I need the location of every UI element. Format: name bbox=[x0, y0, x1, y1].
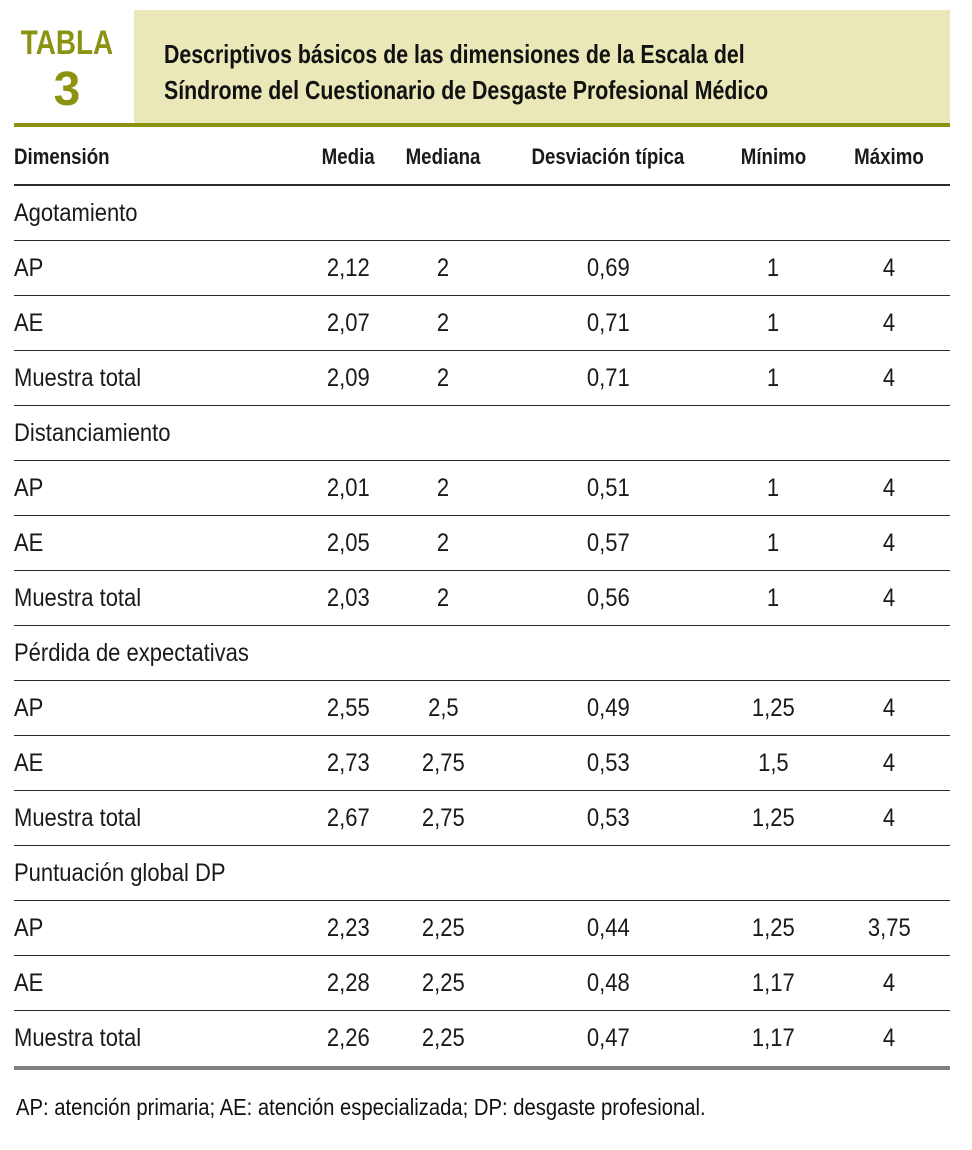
cell-maximo: 4 bbox=[828, 791, 950, 846]
cell-maximo: 4 bbox=[828, 571, 950, 626]
cell-mediana: 2,25 bbox=[421, 1023, 465, 1052]
cell-desviacion: 0,44 bbox=[498, 901, 718, 956]
cell-mediana: 2 bbox=[388, 351, 498, 406]
cell-minimo: 1 bbox=[718, 241, 828, 296]
row-label: AP bbox=[14, 241, 308, 296]
descriptives-table bbox=[14, 130, 950, 1065]
cell-media: 2,05 bbox=[308, 516, 388, 571]
table-row bbox=[14, 571, 950, 626]
cell-mediana: 2 bbox=[388, 461, 498, 516]
cell-maximo: 4 bbox=[828, 241, 950, 296]
table-number: 3 bbox=[53, 63, 81, 116]
table-row bbox=[14, 296, 950, 351]
cell-desviacion: 0,71 bbox=[498, 296, 718, 351]
row-label: Muestra total bbox=[14, 791, 308, 846]
cell-mediana: 2,25 bbox=[388, 901, 498, 956]
cell-minimo: 1 bbox=[718, 296, 828, 351]
group-row bbox=[14, 846, 950, 901]
cell-minimo: 1,25 bbox=[718, 791, 828, 846]
cell-media: 2,73 bbox=[308, 736, 388, 791]
cell-media: 2,26 bbox=[326, 1023, 370, 1052]
group-label: Puntuación global DP bbox=[14, 846, 950, 901]
row-label: AP bbox=[14, 461, 308, 516]
group-label: Pérdida de expectativas bbox=[14, 626, 950, 681]
column-header-media: Media bbox=[308, 130, 388, 185]
cell-maximo: 4 bbox=[828, 461, 950, 516]
cell-mediana: 2,5 bbox=[388, 681, 498, 736]
cell-desviacion: 0,57 bbox=[498, 516, 718, 571]
table-footnote: AP: atención primaria; AE: atención especializada; DP: desgaste profesional. bbox=[16, 1094, 706, 1120]
table-row bbox=[14, 681, 950, 736]
cell-desviacion: 0,69 bbox=[498, 241, 718, 296]
group-label: Distanciamiento bbox=[14, 406, 950, 461]
cell-maximo: 4 bbox=[882, 1023, 896, 1052]
cell-maximo: 4 bbox=[828, 516, 950, 571]
table-row bbox=[14, 1011, 950, 1066]
row-label: AE bbox=[14, 736, 308, 791]
cell-desviacion: 0,49 bbox=[498, 681, 718, 736]
cell-media: 2,12 bbox=[308, 241, 388, 296]
table-row bbox=[14, 791, 950, 846]
cell-maximo: 3,75 bbox=[828, 901, 950, 956]
cell-maximo: 4 bbox=[828, 681, 950, 736]
column-header-mediana: Mediana bbox=[388, 130, 498, 185]
group-row bbox=[14, 406, 950, 461]
row-label: Muestra total bbox=[14, 351, 308, 406]
cell-media: 2,09 bbox=[308, 351, 388, 406]
cell-media: 2,67 bbox=[308, 791, 388, 846]
group-row bbox=[14, 626, 950, 681]
cell-media: 2,03 bbox=[308, 571, 388, 626]
cell-maximo: 4 bbox=[828, 956, 950, 1011]
group-label: Agotamiento bbox=[14, 185, 950, 241]
table-title bbox=[164, 36, 812, 108]
column-header-maximo: Máximo bbox=[828, 130, 950, 185]
header-rule bbox=[14, 123, 950, 127]
column-header-desviacion: Desviación típica bbox=[498, 130, 718, 185]
cell-minimo: 1 bbox=[718, 516, 828, 571]
table-row bbox=[14, 241, 950, 296]
table-header bbox=[0, 10, 950, 123]
cell-mediana: 2 bbox=[388, 571, 498, 626]
cell-media: 2,01 bbox=[308, 461, 388, 516]
table-row bbox=[14, 461, 950, 516]
table-row bbox=[14, 736, 950, 791]
cell-desviacion: 0,56 bbox=[498, 571, 718, 626]
cell-minimo: 1,25 bbox=[718, 681, 828, 736]
column-header-row bbox=[14, 130, 950, 185]
column-header-minimo: Mínimo bbox=[718, 130, 828, 185]
group-row bbox=[14, 185, 950, 241]
cell-maximo: 4 bbox=[828, 296, 950, 351]
row-label: AE bbox=[14, 516, 308, 571]
cell-desviacion: 0,47 bbox=[586, 1023, 630, 1052]
row-label: AE bbox=[14, 296, 308, 351]
cell-mediana: 2 bbox=[388, 516, 498, 571]
row-label: AP bbox=[14, 681, 308, 736]
cell-minimo: 1 bbox=[718, 351, 828, 406]
table-row bbox=[14, 351, 950, 406]
row-label: Muestra total bbox=[14, 1023, 142, 1052]
cell-maximo: 4 bbox=[828, 736, 950, 791]
cell-desviacion: 0,48 bbox=[498, 956, 718, 1011]
table-body bbox=[14, 185, 950, 1065]
cell-media: 2,23 bbox=[308, 901, 388, 956]
cell-media: 2,28 bbox=[308, 956, 388, 1011]
cell-minimo: 1,25 bbox=[718, 901, 828, 956]
cell-desviacion: 0,53 bbox=[498, 791, 718, 846]
cell-minimo: 1,17 bbox=[751, 1023, 795, 1052]
table-row bbox=[14, 516, 950, 571]
cell-desviacion: 0,53 bbox=[498, 736, 718, 791]
row-label: AP bbox=[14, 901, 308, 956]
cell-mediana: 2 bbox=[388, 296, 498, 351]
cell-desviacion: 0,51 bbox=[498, 461, 718, 516]
cell-mediana: 2 bbox=[388, 241, 498, 296]
cell-mediana: 2,75 bbox=[388, 791, 498, 846]
cell-desviacion: 0,71 bbox=[498, 351, 718, 406]
table-row bbox=[14, 956, 950, 1011]
column-header-dimension: Dimensión bbox=[14, 130, 308, 185]
table-row bbox=[14, 901, 950, 956]
cell-minimo: 1 bbox=[718, 461, 828, 516]
cell-minimo: 1 bbox=[718, 571, 828, 626]
table-title-line-2: Síndrome del Cuestionario de Desgaste Profesional Médico bbox=[164, 75, 769, 105]
cell-media: 2,07 bbox=[308, 296, 388, 351]
cell-maximo: 4 bbox=[828, 351, 950, 406]
title-box bbox=[134, 10, 950, 123]
table-label-word: TABLA bbox=[20, 24, 114, 62]
footer-rule bbox=[14, 1066, 950, 1070]
table-label bbox=[0, 10, 134, 123]
table-title-line-1: Descriptivos básicos de las dimensiones de la Escala del bbox=[164, 39, 745, 69]
cell-minimo: 1,17 bbox=[718, 956, 828, 1011]
row-label: Muestra total bbox=[14, 571, 308, 626]
cell-mediana: 2,25 bbox=[388, 956, 498, 1011]
cell-mediana: 2,75 bbox=[388, 736, 498, 791]
row-label: AE bbox=[14, 956, 308, 1011]
cell-minimo: 1,5 bbox=[718, 736, 828, 791]
cell-media: 2,55 bbox=[308, 681, 388, 736]
